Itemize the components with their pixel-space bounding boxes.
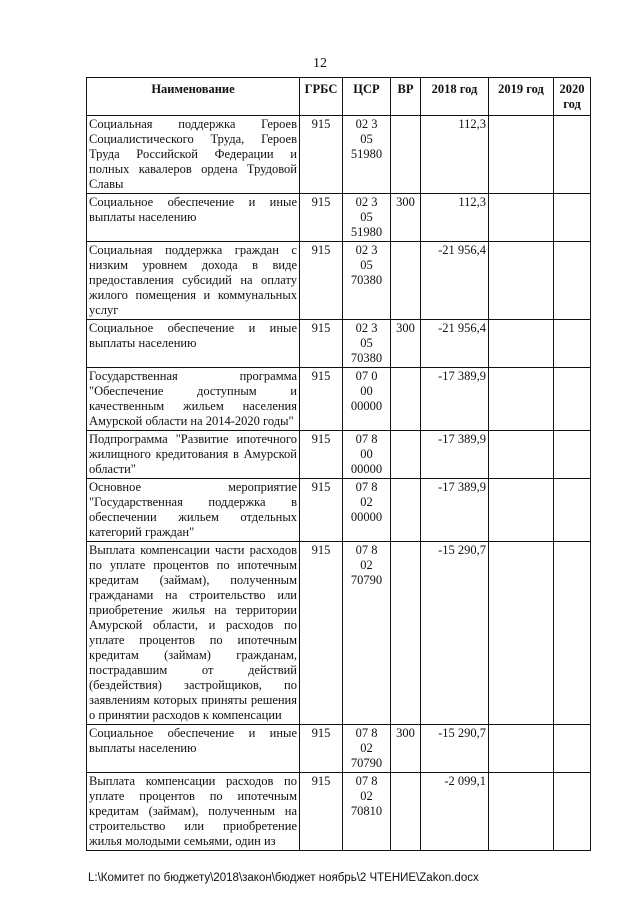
table-row [87,773,591,851]
row-2019 [489,431,554,479]
row-name: Социальная поддержка граждан с низким уровнем дохода в виде предоставления субсидий на оплату жилого помещения и коммунальных услуг [87,242,300,320]
table-row [87,194,591,242]
csr-part: 70380 [350,351,383,365]
row-name: Социальное обеспечение и иные выплаты населению [87,725,300,773]
row-2020 [554,242,591,320]
row-csr [343,242,391,320]
row-csr [343,479,391,542]
csr-part: 02 3 [355,321,378,335]
header-2019: 2019 год [489,78,554,116]
row-grbs: 915 [300,320,343,368]
row-2018: -15 290,7 [421,725,489,773]
row-vr [391,368,421,431]
row-2019 [489,479,554,542]
row-name: Выплата компенсации части расходов по уплате процентов по ипотечным кредитам (займам), полученным гражданами на строительство или приобретение жилья на территории Амурской области, и расходов по уплате процентов по ипотечным кредитам (займам) гражданам, пострадавшим от действий (бездействия) застройщиков, по заявлениям которых приняты решения о принятии расходов к компенсации [87,542,300,725]
row-grbs: 915 [300,368,343,431]
row-vr [391,773,421,851]
row-csr [343,773,391,851]
row-vr [391,116,421,194]
csr-part: 05 [360,336,373,350]
row-grbs: 915 [300,116,343,194]
csr-part: 02 [360,789,373,803]
row-2019 [489,542,554,725]
row-csr [343,368,391,431]
row-2019 [489,116,554,194]
csr-part: 02 [360,741,373,755]
csr-part: 02 3 [355,117,378,131]
csr-part: 51980 [350,225,383,239]
table-header-row [87,78,591,116]
row-2018: -2 099,1 [421,773,489,851]
row-vr [391,242,421,320]
row-vr [391,431,421,479]
row-2020 [554,194,591,242]
header-2020: 2020 год [554,78,591,116]
row-name: Основное мероприятие "Государственная поддержка в обеспечении жильем отдельных категорий граждан" [87,479,300,542]
row-grbs: 915 [300,479,343,542]
row-csr [343,431,391,479]
row-vr: 300 [391,725,421,773]
csr-part: 07 8 [355,432,378,446]
table-row [87,725,591,773]
row-2018: -15 290,7 [421,542,489,725]
csr-part: 00000 [350,462,383,476]
csr-part: 07 8 [355,774,378,788]
table-row [87,368,591,431]
table-row [87,431,591,479]
page-number: 12 [313,56,327,71]
csr-part: 00 [360,384,373,398]
csr-part: 02 [360,495,373,509]
row-grbs: 915 [300,194,343,242]
row-name: Социальное обеспечение и иные выплаты населению [87,194,300,242]
row-2019 [489,194,554,242]
header-vr: ВР [391,78,421,116]
row-vr: 300 [391,320,421,368]
row-2019 [489,320,554,368]
row-csr [343,320,391,368]
header-csr: ЦСР [343,78,391,116]
row-2019 [489,773,554,851]
csr-part: 07 8 [355,480,378,494]
table-row [87,242,591,320]
row-csr [343,194,391,242]
row-2020 [554,116,591,194]
row-2018: -21 956,4 [421,242,489,320]
table-row [87,116,591,194]
csr-part: 70380 [350,273,383,287]
row-2020 [554,725,591,773]
csr-part: 02 3 [355,195,378,209]
csr-part: 70790 [350,573,383,587]
row-grbs: 915 [300,725,343,773]
row-2019 [489,725,554,773]
row-2020 [554,479,591,542]
row-2020 [554,773,591,851]
row-2018: -17 389,9 [421,368,489,431]
row-2018: 112,3 [421,116,489,194]
csr-part: 70810 [350,804,383,818]
csr-part: 00000 [350,399,383,413]
csr-part: 05 [360,132,373,146]
row-csr [343,116,391,194]
table-row [87,542,591,725]
row-name: Социальная поддержка Героев Социалистического Труда, Героев Труда Российской Федерации и полных кавалеров ордена Трудовой Славы [87,116,300,194]
row-grbs: 915 [300,542,343,725]
csr-part: 70790 [350,756,383,770]
row-name: Государственная программа "Обеспечение доступным и качественным жильем населения Амурской области на 2014-2020 годы" [87,368,300,431]
table-row [87,479,591,542]
row-name: Выплата компенсации расходов по уплате процентов по ипотечным кредитам (займам), полученным на строительство или приобретение жилья молодыми семьями, один из [87,773,300,851]
row-2020 [554,431,591,479]
csr-part: 02 [360,558,373,572]
footer-file-path: L:\Комитет по бюджету\2018\закон\бюджет ноябрь\2 ЧТЕНИЕ\Zakon.docx [88,872,479,884]
row-2018: -17 389,9 [421,479,489,542]
csr-part: 02 3 [355,243,378,257]
row-name: Подпрограмма "Развитие ипотечного жилищного кредитования в Амурской области" [87,431,300,479]
header-name: Наименование [87,78,300,116]
row-2018: 112,3 [421,194,489,242]
row-2020 [554,320,591,368]
row-vr [391,542,421,725]
row-2020 [554,542,591,725]
budget-table [86,77,591,851]
row-name: Социальное обеспечение и иные выплаты населению [87,320,300,368]
row-2019 [489,368,554,431]
row-vr: 300 [391,194,421,242]
row-2018: -21 956,4 [421,320,489,368]
row-grbs: 915 [300,773,343,851]
row-csr [343,725,391,773]
csr-part: 00 [360,447,373,461]
csr-part: 07 8 [355,543,378,557]
row-grbs: 915 [300,242,343,320]
row-csr [343,542,391,725]
row-2019 [489,242,554,320]
csr-part: 05 [360,210,373,224]
row-2018: -17 389,9 [421,431,489,479]
row-vr [391,479,421,542]
table-row [87,320,591,368]
csr-part: 00000 [350,510,383,524]
csr-part: 51980 [350,147,383,161]
csr-part: 05 [360,258,373,272]
header-grbs: ГРБС [300,78,343,116]
row-2020 [554,368,591,431]
csr-part: 07 8 [355,726,378,740]
header-2018: 2018 год [421,78,489,116]
row-grbs: 915 [300,431,343,479]
csr-part: 07 0 [355,369,378,383]
